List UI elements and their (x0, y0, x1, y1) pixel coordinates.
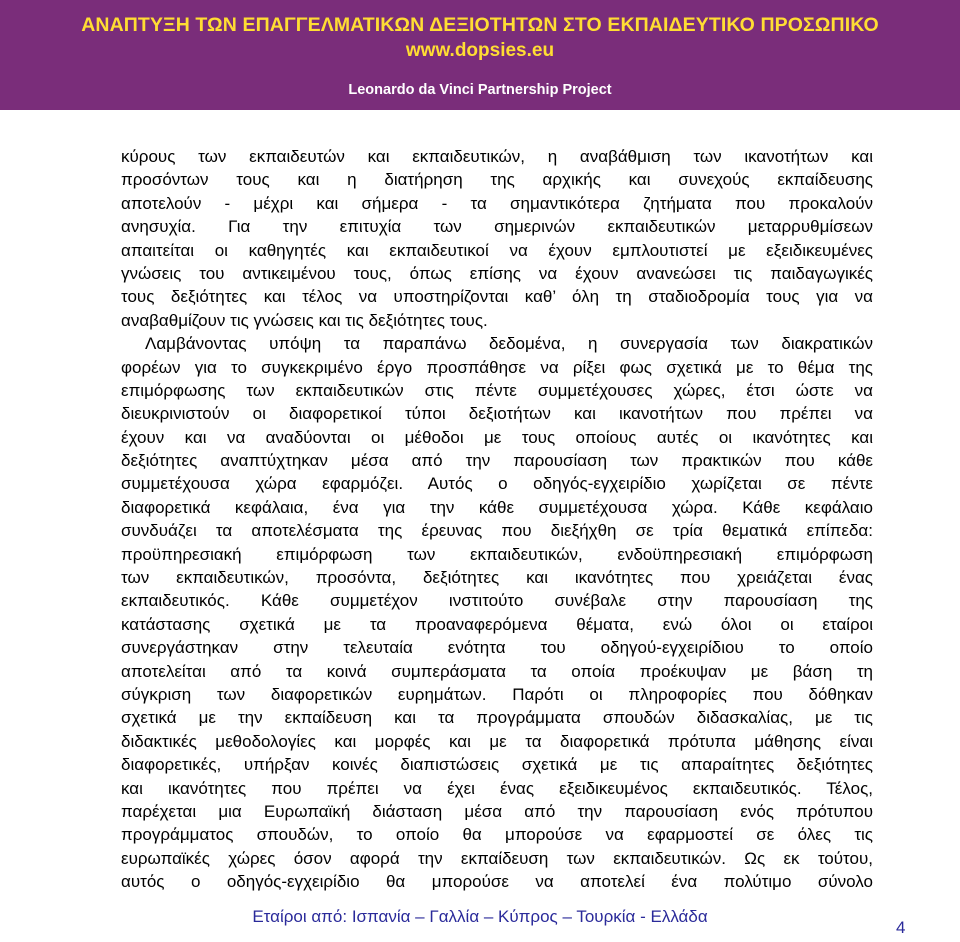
body-line: των εκπαιδευτικών, προσόντα, δεξιότητες και ικανότητες που χρειάζεται ένας (121, 568, 873, 588)
body-line: κύρους των εκπαιδευτών και εκπαιδευτικών, η αναβάθμιση των ικανοτήτων και (121, 147, 873, 166)
body-line: διδακτικές μεθοδολογίες και μορφές και με τα διαφορετικά πρότυπα μάθησης είναι (121, 731, 873, 751)
body-line: εκπαιδευτικός. Κάθε συμμετέχον ινστιτούτο συνέβαλε στην παρουσίαση της (121, 591, 873, 611)
page-header (0, 0, 960, 110)
body-line: σχετικά με την εκπαίδευση και τα προγράμματα σπουδών διδασκαλίας, με τις (121, 708, 873, 728)
body-line: ανησυχία. Για την επιτυχία των σημερινών εκπαιδευτικών μεταρρυθμίσεων (121, 217, 873, 237)
body-line: συμμετέχουσα χώρα εφαρμόζει. Αυτός ο οδηγός-εγχειρίδιο χωρίζεται σε πέντε (121, 474, 873, 494)
body-line: σύγκριση των διαφορετικών ευρημάτων. Παρότι οι πληροφορίες που δόθηκαν (121, 684, 873, 704)
body-line: διαφορετικά κεφάλαια, ένα για την κάθε συμμετέχουσα χώρα. Κάθε κεφάλαιο (121, 497, 873, 517)
body-line: ευρωπαϊκές χώρες όσον αφορά την εκπαίδευση των εκπαιδευτικών. Ως εκ τούτου, (121, 848, 873, 868)
body-line: επιμόρφωσης των εκπαιδευτικών στις πέντε συμμετέχουσες χώρες, έτσι ώστε να (121, 380, 873, 400)
body-line: έχουν και να αναδύονται οι μέθοδοι με τους οποίους αυτές οι ικανότητες και (121, 427, 873, 447)
body-line: προγράμματος σπουδών, το οποίο θα μπορούσε να εφαρμοστεί σε όλες τις (121, 825, 873, 845)
body-line: κατάστασης σχετικά με τα προαναφερόμενα θέματα, ενώ όλοι οι εταίροι (121, 614, 873, 634)
body-line: διαφορετικές, υπήρξαν κοινές διαπιστώσεις σχετικά με τις απαραίτητες δεξιότητες (121, 755, 873, 775)
page-number: 4 (896, 918, 906, 937)
body-line: φορέων για το συγκεκριμένο έργο προσπάθησε να ρίξει φως σχετικά με το θέμα της (121, 357, 873, 377)
body-line: αναβαθμίζουν τις γνώσεις και τις δεξιότητες τους. (121, 310, 488, 330)
body-line: συνδυάζει τα αποτελέσματα της έρευνας που διεξήχθη σε τρία θεματικά επίπεδα: (121, 521, 873, 541)
footer-partners: Εταίροι από: Ισπανία – Γαλλία – Κύπρος – Τουρκία - Ελλάδα (252, 907, 708, 926)
header-project-name: Leonardo da Vinci Partnership Project (348, 82, 612, 98)
body-line: προσόντων τους και η διατήρηση της αρχικής και συνεχούς εκπαίδευσης (121, 170, 873, 190)
header-url[interactable]: www.dopsies.eu (405, 40, 555, 61)
body-line: τους δεξιότητες και τέλος να υποστηρίζονται καθ’ όλη τη σταδιοδρομία τους για να (121, 287, 873, 307)
body-line: αποτελούν - μέχρι και σήμερα - τα σημαντικότερα ζητήματα που προκαλούν (121, 193, 873, 213)
body-line: προϋπηρεσιακή επιμόρφωση των εκπαιδευτικών, ενδοϋπηρεσιακή επιμόρφωση (121, 544, 873, 564)
body-line: αποτελείται από τα κοινά συμπεράσματα τα οποία προέκυψαν με βάση τη (121, 661, 873, 681)
body-line: συνεργάστηκαν στην τελευταία ενότητα του οδηγού-εγχειρίδιου το οποίο (121, 638, 873, 658)
body-line: απαιτείται οι καθηγητές και εκπαιδευτικοί να έχουν εμπλουτιστεί με εξειδικευμένες (121, 240, 873, 260)
header-title: ΑΝΑΠΤΥΞΗ ΤΩΝ ΕΠΑΓΓΕΛΜΑΤΙΚΩΝ ΔΕΞΙΟΤΗΤΩΝ ΣΤΟ ΕΚΠΑΙΔΕΥΤΙΚΟ ΠΡΟΣΩΠΙΚΟ (81, 14, 879, 36)
body-line: γνώσεις του αντικειμένου τους, όπως επίσης να έχουν ανανεώσει τις παιδαγωγικές (121, 263, 873, 283)
body-line: δεξιότητες αναπτύχτηκαν μέσα από την παρουσίαση των πρακτικών που κάθε (121, 451, 873, 471)
body-line: αυτός ο οδηγός-εγχειρίδιο θα μπορούσε να αποτελεί ένα πολύτιμο σύνολο (121, 872, 873, 892)
body-line: Λαμβάνοντας υπόψη τα παραπάνω δεδομένα, η συνεργασία των διακρατικών (145, 334, 873, 354)
body-line: παρέχεται μια Ευρωπαϊκή διάσταση μέσα από την παρουσίαση ενός πρότυπου (121, 801, 873, 821)
body-line: διευκρινιστούν οι διαφορετικοί τύποι δεξιοτήτων και ικανοτήτων που πρέπει να (121, 404, 873, 424)
body-line: και ικανότητες που πρέπει να έχει ένας εξειδικευμένος εκπαιδευτικός. Τέλος, (121, 778, 873, 798)
body-text (121, 145, 873, 894)
